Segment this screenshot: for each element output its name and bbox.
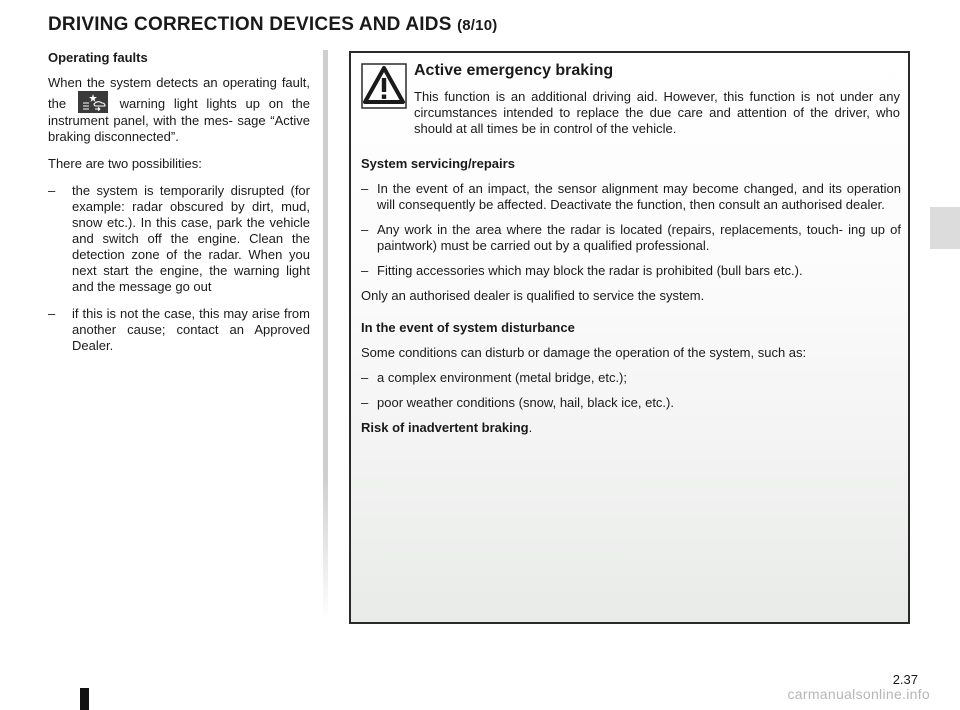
- page-fraction: (8/10): [457, 17, 498, 34]
- list-dash: –: [361, 370, 369, 385]
- operating-faults-heading: Operating faults: [48, 50, 148, 65]
- list-item-text: Fitting accessories which may block the radar is prohibited (bull bars etc.).: [377, 263, 803, 278]
- list-item-text: In the event of an impact, the sensor alignment may become changed, and its operation will consequently be affected. Deactivate the function, then consult an authorised dealer.: [377, 181, 901, 212]
- operating-faults-intro: [48, 75, 310, 145]
- list-item: [48, 183, 310, 295]
- page-number: 2.37: [892, 672, 918, 687]
- watermark: carmanualsonline.info: [787, 686, 930, 702]
- risk-line: [361, 420, 901, 436]
- list-dash: –: [48, 306, 56, 321]
- page-title: [48, 14, 497, 36]
- list-item: [361, 395, 901, 411]
- list-item: [361, 263, 901, 279]
- list-item-text: if this is not the case, this may arise from another cause; contact an Approved Dealer.: [72, 306, 310, 353]
- disturbance-intro: Some conditions can disturb or damage the operation of the system, such as:: [361, 345, 807, 360]
- column-divider: [323, 50, 328, 620]
- list-item-text: a complex environment (metal bridge, etc.);: [377, 370, 627, 385]
- list-item-text: Any work in the area where the radar is located (repairs, replacements, touch- ing up of paintwork) must be carried out by a qualified professional.: [377, 222, 901, 253]
- disturbance-heading: In the event of system disturbance: [361, 320, 575, 335]
- warning-box: [349, 51, 910, 624]
- list-item-text: poor weather conditions (snow, hail, black ice, etc.).: [377, 395, 674, 410]
- possibilities-text: There are two possibilities:: [48, 156, 202, 171]
- list-dash: –: [361, 395, 369, 410]
- side-tab: [930, 207, 960, 249]
- list-dash: –: [361, 181, 369, 196]
- active-braking-warning-light-icon: [78, 91, 108, 113]
- servicing-heading: System servicing/repairs: [361, 156, 515, 171]
- intro-text-b: warning light lights up on the instrument panel, with the mes- sage “Active braking disconnected”.: [48, 96, 310, 144]
- list-item: [361, 222, 901, 254]
- box-title: Active emergency braking: [414, 62, 614, 79]
- risk-text: Risk of inadvertent braking: [361, 420, 529, 435]
- list-dash: –: [361, 222, 369, 237]
- list-dash: –: [48, 183, 56, 198]
- risk-period: .: [528, 420, 533, 435]
- list-item: [361, 370, 901, 386]
- box-intro: This function is an additional driving aid. However, this function is not under any circumstances intended to replace the due care and attention of the driver, who should at all times be in control of the vehicle.: [414, 89, 900, 136]
- box-body: [361, 156, 901, 445]
- servicing-note: Only an authorised dealer is qualified to service the system.: [361, 288, 705, 303]
- warning-triangle-icon: [361, 63, 407, 109]
- list-dash: –: [361, 263, 369, 278]
- list-item-text: the system is temporarily disrupted (for example: radar obscured by dirt, mud, snow etc.). In this case, park the vehicle and switch off the engine. Clean the detection zone of the radar. When you next start the engine, the warning light and the message go out: [72, 183, 310, 294]
- intro-text-a: When the system detects an operating fault, the: [48, 75, 310, 111]
- list-item: [48, 306, 310, 354]
- corner-mark: [80, 688, 89, 710]
- page-title-text: DRIVING CORRECTION DEVICES AND AIDS: [48, 14, 452, 35]
- list-item: [361, 181, 901, 213]
- left-column: [48, 50, 310, 365]
